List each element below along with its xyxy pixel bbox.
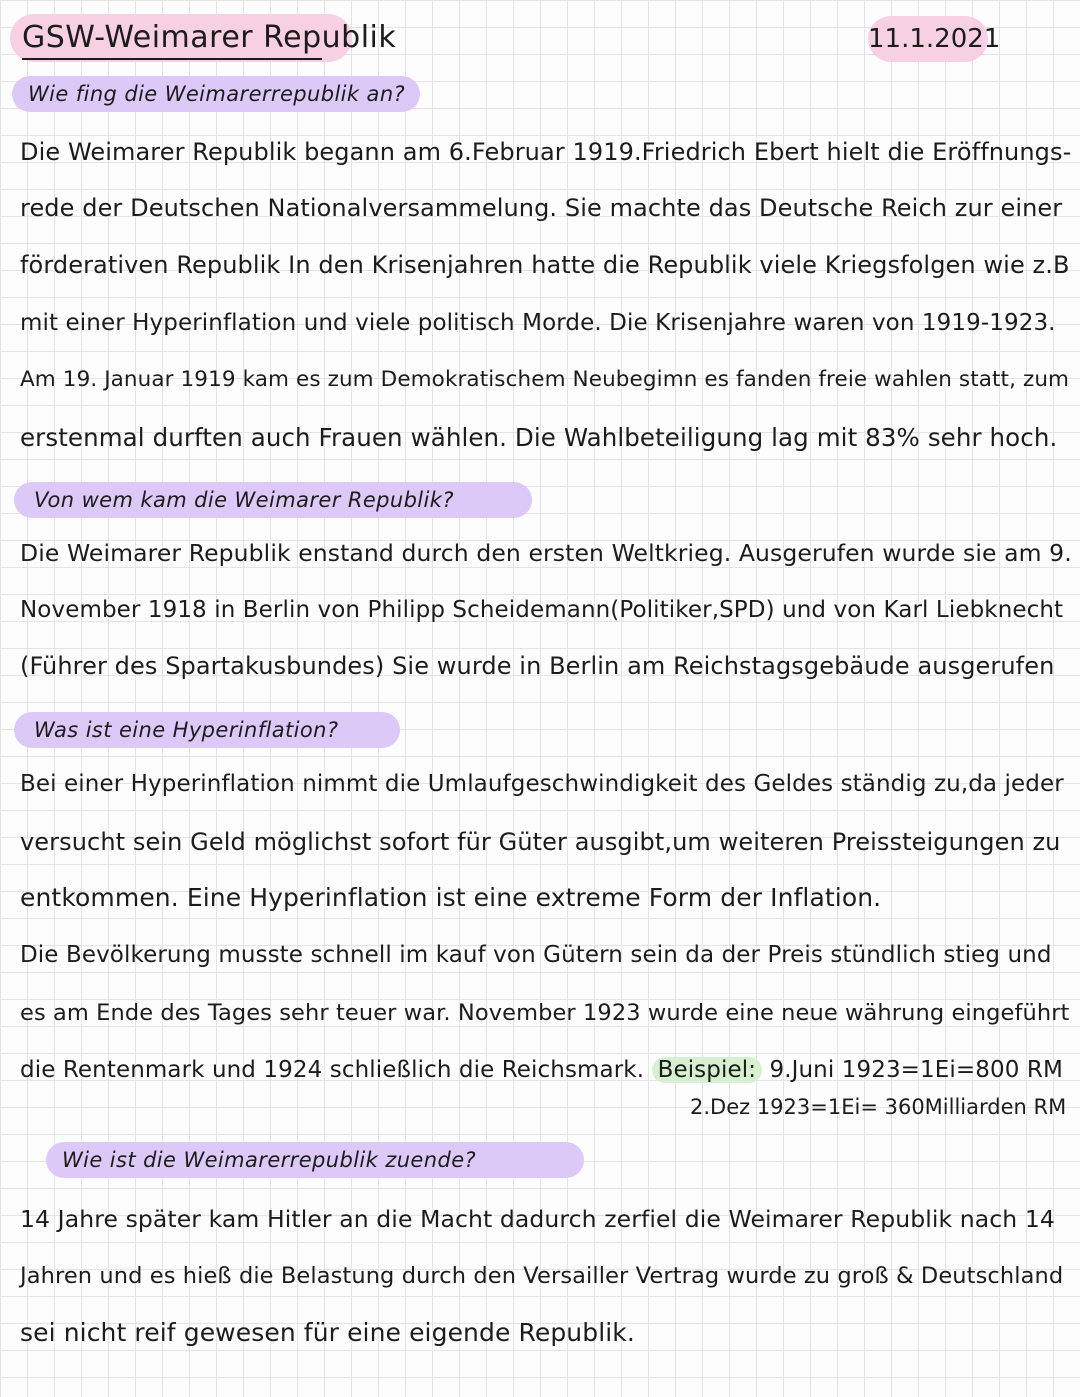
text-line: Bei einer Hyperinflation nimmt die Umlaufgeschwindigkeit des Geldes ständig zu,da jeder	[20, 771, 1064, 797]
text-line	[20, 1050, 1063, 1090]
text-line: mit einer Hyperinflation und viele politisch Morde. Die Krisenjahre waren von 1919-1923.	[20, 310, 1056, 336]
text-line: entkommen. Eine Hyperinflation ist eine extreme Form der Inflation.	[20, 883, 882, 912]
text-line: Die Bevölkerung musste schnell im kauf von Gütern sein da der Preis stündlich stieg und	[20, 942, 1052, 968]
question-heading: Von wem kam die Weimarer Republik?	[34, 488, 454, 512]
text-line: Am 19. Januar 1919 kam es zum Demokratischem Neubegimn es fanden freie wahlen statt, zum	[20, 367, 1070, 392]
page-date: 11.1.2021	[868, 24, 1001, 54]
example-line-2: 2.Dez 1923=1Ei= 360Milliarden RM	[690, 1095, 1067, 1119]
text-line: versucht sein Geld möglichst sofort für Güter ausgibt,um weiteren Preissteigungen zu	[20, 828, 1061, 856]
text-line-content: die Rentenmark und 1924 schließlich die Reichsmark.	[20, 1057, 645, 1083]
question-heading: Was ist eine Hyperinflation?	[34, 718, 339, 742]
text-line: sei nicht reif gewesen für eine eigende Republik.	[20, 1318, 635, 1347]
text-line: Jahren und es hieß die Belastung durch den Versailler Vertrag wurde zu groß & Deutschland	[20, 1263, 1064, 1289]
text-line: (Führer des Spartakusbundes) Sie wurde in Berlin am Reichstagsgebäude ausgerufen	[20, 652, 1055, 680]
text-line: förderativen Republik In den Krisenjahren hatte die Republik viele Kriegsfolgen wie z.B	[20, 251, 1070, 279]
question-heading: Wie ist die Weimarerrepublik zuende?	[62, 1148, 477, 1172]
text-line: November 1918 in Berlin von Philipp Scheidemann(Politiker,SPD) und von Karl Liebknecht	[20, 597, 1064, 623]
text-line: Die Weimarer Republik enstand durch den ersten Weltkrieg. Ausgerufen wurde sie am 9.	[20, 539, 1072, 567]
page-title: GSW-Weimarer Republik	[22, 20, 397, 55]
text-line: es am Ende des Tages sehr teuer war. November 1923 wurde eine neue währung eingeführt	[20, 1000, 1070, 1026]
title-underline	[22, 58, 322, 60]
example-label: Beispiel:	[652, 1057, 762, 1083]
text-line: rede der Deutschen Nationalversammelung. Sie machte das Deutsche Reich zur einer	[20, 194, 1063, 222]
text-line: 14 Jahre später kam Hitler an die Macht dadurch zerfiel die Weimarer Republik nach 14	[20, 1205, 1055, 1233]
question-heading: Wie fing die Weimarerrepublik an?	[28, 82, 406, 106]
text-line: erstenmal durften auch Frauen wählen. Die Wahlbeteiligung lag mit 83% sehr hoch.	[20, 423, 1058, 452]
example-line-1: 9.Juni 1923=1Ei=800 RM	[769, 1057, 1063, 1083]
text-line: Die Weimarer Republik begann am 6.Februar 1919.Friedrich Ebert hielt die Eröffnungs-	[20, 138, 1072, 166]
